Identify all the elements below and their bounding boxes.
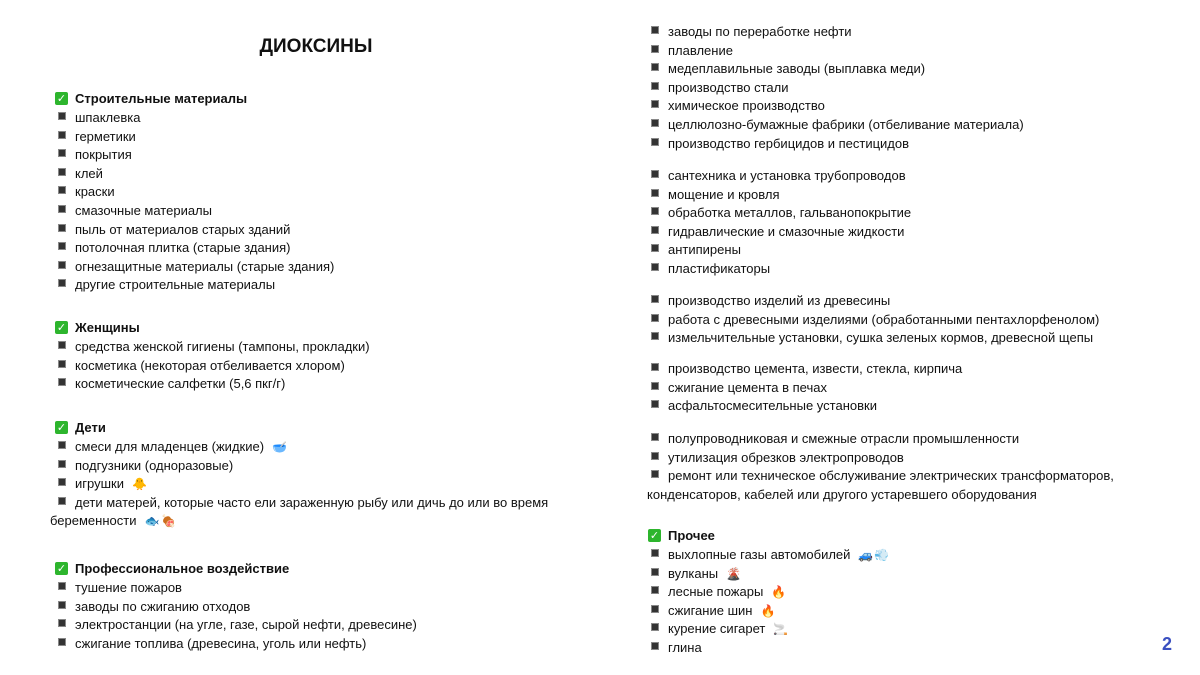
car-icon: 🚙: [858, 548, 874, 562]
list-item: [648, 260, 911, 279]
item-text: пыль от материалов старых зданий: [75, 221, 291, 237]
list-item: [648, 204, 911, 223]
item-text: другие строительные материалы: [75, 277, 276, 293]
right-group-4: [648, 360, 962, 416]
item-text: сантехника и установка трубопроводов: [668, 168, 906, 183]
section-header: [55, 318, 370, 338]
list-item: [648, 223, 911, 242]
header-text: Прочее: [668, 528, 715, 543]
item-text: целлюлозно-бумажные фабрики (отбеливание материала): [668, 116, 1024, 132]
right-group-5: [648, 430, 1114, 504]
dash-icon: 💨: [874, 548, 890, 562]
list-item: [648, 241, 911, 260]
item-text: курение сигарет: [668, 621, 766, 637]
list-item-continuation: [647, 486, 1114, 505]
header-text: Женщины: [75, 320, 140, 335]
list-item: [648, 565, 889, 584]
bullet-icon: [651, 244, 659, 252]
list-item: [648, 467, 1114, 486]
list-item: [55, 109, 334, 128]
bullet-icon: [58, 279, 66, 287]
bullet-icon: [58, 638, 66, 646]
item-text: мощение и кровля: [668, 186, 780, 202]
bullet-icon: [651, 623, 659, 631]
bullet-icon: [651, 63, 659, 71]
bullet-icon: [651, 605, 659, 613]
list-item: [648, 430, 1114, 449]
list-item: [648, 311, 1099, 330]
list-item: [648, 329, 1099, 348]
item-text: сжигание шин: [668, 602, 753, 618]
list-item: [55, 357, 370, 376]
item-text: утилизация обрезков электропроводов: [668, 449, 904, 465]
section-building: [55, 89, 334, 295]
item-text: шпаклевка: [75, 110, 141, 125]
bullet-icon: [651, 433, 659, 441]
checkmark-icon: ✓: [56, 562, 67, 575]
bullet-icon: [651, 45, 659, 53]
bullet-icon: [58, 619, 66, 627]
fire-icon: 🔥: [771, 585, 787, 600]
bullet-icon: [651, 189, 659, 197]
bullet-icon: [58, 131, 66, 139]
bullet-icon: [58, 242, 66, 250]
bullet-icon: [651, 263, 659, 271]
item-text: герметики: [75, 128, 136, 144]
list-item: [55, 258, 334, 277]
list-item: [55, 239, 334, 258]
bullet-icon: [651, 119, 659, 127]
list-item: [648, 397, 962, 416]
list-item: [55, 338, 370, 357]
item-text: смазочные материалы: [75, 202, 212, 218]
item-text: покрытия: [75, 147, 132, 163]
bullet-icon: [651, 549, 659, 557]
section-header: [648, 526, 889, 546]
item-text: пластификаторы: [668, 260, 771, 276]
right-group-1: [648, 23, 1024, 153]
item-text: глина: [668, 639, 702, 655]
list-item: [648, 135, 1024, 154]
list-item: [648, 186, 911, 205]
list-item: [648, 602, 889, 621]
bullet-icon: [651, 452, 659, 460]
item-text: производство гербицидов и пестицидов: [668, 135, 910, 151]
list-item: [55, 598, 417, 617]
bullet-icon: [58, 341, 66, 349]
list-item: [648, 79, 1024, 98]
item-text: подгузники (одноразовые): [75, 457, 234, 473]
list-item: [648, 97, 1024, 116]
section-header: [55, 559, 417, 579]
right-group-2: [648, 167, 911, 279]
item-text: заводы по переработке нефти: [668, 24, 852, 39]
item-text: работа с древесными изделиями (обработанными пентахлорфенолом): [668, 311, 1100, 327]
bullet-icon: [58, 360, 66, 368]
item-text: лесные пожары: [668, 584, 764, 600]
list-item: [648, 116, 1024, 135]
bullet-icon: [58, 168, 66, 176]
page-number: 2: [1161, 634, 1172, 654]
list-item: [55, 276, 334, 295]
list-item: [648, 360, 962, 379]
list-item: [55, 475, 548, 494]
section-children: [50, 418, 549, 531]
list-item: [648, 23, 1024, 42]
list-item: [55, 165, 334, 184]
header-text: Строительные материалы: [75, 91, 248, 106]
list-item: [648, 546, 889, 565]
list-item: [648, 620, 889, 639]
item-text: сжигание цемента в печах: [668, 379, 827, 395]
item-text: плавление: [668, 42, 733, 58]
bowl-icon: 🥣: [272, 440, 287, 454]
item-text: смеси для младенцев (жидкие): [75, 439, 265, 454]
list-item: [55, 221, 334, 240]
item-text: дети матерей, которые часто ели зараженную рыбу или дичь до или во время: [75, 494, 549, 510]
bullet-icon: [651, 82, 659, 90]
list-item: [55, 202, 334, 221]
item-text: производство цемента, извести, стекла, кирпича: [668, 361, 963, 376]
chick-icon: 🐥: [131, 477, 147, 492]
list-item: [55, 128, 334, 147]
item-text: беременности: [50, 513, 137, 529]
bullet-icon: [651, 226, 659, 234]
item-text: полупроводниковая и смежные отрасли промышленности: [668, 431, 1020, 446]
list-item: [648, 639, 889, 658]
list-item: [648, 60, 1024, 79]
item-text: сжигание топлива (древесина, уголь или нефть): [75, 635, 367, 651]
section-women: [55, 318, 370, 394]
list-item: [55, 183, 334, 202]
bullet-icon: [58, 261, 66, 269]
bullet-icon: [58, 224, 66, 232]
item-text: средства женской гигиены (тампоны, прокладки): [75, 339, 370, 354]
item-text: краски: [75, 184, 115, 200]
checkmark-icon: ✓: [56, 421, 67, 434]
item-text: косметика (некоторая отбеливается хлором): [75, 357, 345, 373]
bullet-icon: [651, 586, 659, 594]
meat-icon: 🍖: [161, 514, 177, 529]
item-text: производство стали: [668, 79, 789, 95]
list-item: [55, 635, 417, 654]
bullet-icon: [58, 582, 66, 590]
header-text: Дети: [75, 420, 106, 435]
section-other: [648, 526, 889, 658]
list-item: [55, 579, 417, 598]
item-text: измельчительные установки, сушка зеленых кормов, древесной щепы: [668, 330, 1094, 346]
item-text: игрушки: [75, 476, 124, 492]
bullet-icon: [58, 441, 66, 449]
item-text: ремонт или техническое обслуживание электрических трансформаторов,: [668, 468, 1114, 484]
right-group-3: [648, 292, 1099, 348]
list-item: [55, 375, 370, 394]
item-text: обработка металлов, гальванопокрытие: [668, 205, 912, 221]
section-occupational: [55, 559, 417, 653]
bullet-icon: [651, 382, 659, 390]
fire-icon: 🔥: [760, 603, 776, 618]
cigarette-icon: 🚬: [773, 622, 789, 637]
bullet-icon: [58, 497, 66, 505]
bullet-icon: [58, 205, 66, 213]
list-item: [648, 379, 962, 398]
item-text: конденсаторов, кабелей или другого устаревшего оборудования: [647, 486, 1037, 502]
list-item: [648, 292, 1099, 311]
item-text: заводы по сжиганию отходов: [75, 598, 251, 614]
bullet-icon: [58, 460, 66, 468]
item-text: электростанции (на угле, газе, сырой нефти, древесине): [75, 617, 417, 633]
bullet-icon: [651, 295, 659, 303]
list-item: [648, 42, 1024, 61]
bullet-icon: [58, 601, 66, 609]
bullet-icon: [58, 149, 66, 157]
item-text: тушение пожаров: [75, 580, 182, 595]
volcano-icon: 🌋: [726, 566, 742, 581]
bullet-icon: [651, 314, 659, 322]
list-item: [648, 449, 1114, 468]
bullet-icon: [58, 378, 66, 386]
item-text: косметические салфетки (5,6 пкг/г): [75, 376, 286, 392]
item-text: выхлопные газы автомобилей: [668, 547, 851, 562]
item-text: потолочная плитка (старые здания): [75, 240, 291, 256]
checkmark-icon: ✓: [56, 321, 67, 334]
fish-icon: 🐟: [144, 514, 160, 529]
bullet-icon: [651, 138, 659, 146]
checkmark-icon: ✓: [56, 92, 67, 105]
bullet-icon: [651, 400, 659, 408]
bullet-icon: [651, 26, 659, 34]
header-text: Профессиональное воздействие: [75, 561, 290, 576]
bullet-icon: [651, 363, 659, 371]
page-title: ДИОКСИНЫ: [259, 36, 373, 57]
list-item: [55, 146, 334, 165]
bullet-icon: [58, 186, 66, 194]
list-item: [648, 167, 911, 186]
bullet-icon: [651, 470, 659, 478]
list-item: [648, 583, 889, 602]
bullet-icon: [651, 207, 659, 215]
list-item: [55, 494, 548, 513]
section-header: [55, 418, 548, 438]
list-item-continuation: [50, 512, 548, 531]
item-text: клей: [75, 165, 103, 181]
item-text: медеплавильные заводы (выплавка меди): [668, 61, 926, 77]
list-item: [55, 438, 548, 457]
list-item: [55, 616, 417, 635]
bullet-icon: [651, 568, 659, 576]
list-item: [55, 457, 548, 476]
checkmark-icon: ✓: [649, 529, 660, 542]
item-text: вулканы: [668, 565, 719, 581]
bullet-icon: [58, 112, 66, 120]
item-text: производство изделий из древесины: [668, 293, 891, 308]
bullet-icon: [651, 170, 659, 178]
item-text: огнезащитные материалы (старые здания): [75, 258, 335, 274]
bullet-icon: [651, 642, 659, 650]
item-text: антипирены: [668, 242, 741, 258]
bullet-icon: [58, 478, 66, 486]
item-text: гидравлические и смазочные жидкости: [668, 223, 905, 239]
item-text: асфальтосмесительные установки: [668, 398, 877, 414]
item-text: химическое производство: [668, 98, 825, 114]
bullet-icon: [651, 332, 659, 340]
section-header: [55, 89, 334, 109]
bullet-icon: [651, 100, 659, 108]
